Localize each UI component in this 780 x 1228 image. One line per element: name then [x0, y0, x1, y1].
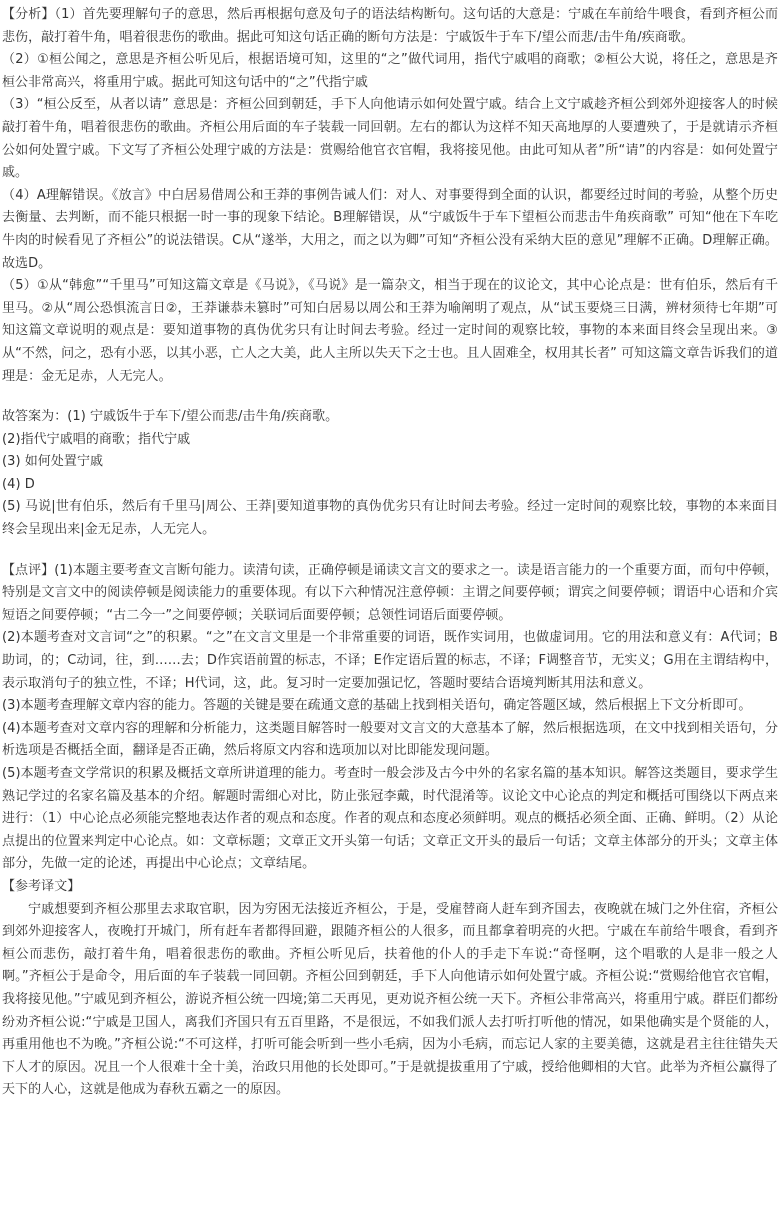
comment-paragraph-4: (4)本题考查对文章内容的理解和分析能力，这类题目解答时一般要对文言文的大意基本了解，然后根据选项，在文中找到相关语句，分析选项是否概括全面，翻译是否正确，然后将原文内容和选项加以对比即能发现问题。 [2, 720, 778, 759]
comment-paragraph-1: 【点评】(1)本题主要考查文言断句能力。读清句读，正确停顿是诵读文言文的要求之一。读是语言能力的一个重要方面，而句中停顿，特别是文言文中的阅读停顿是阅读能力的重要体现。有以下六种情况注意停顿：主谓之间要停顿；谓宾之间要停顿；谓语中心语和介宾短语之间要停顿；“古二今一”之间要停顿；关联词后面要停顿；总领性词语后面要停顿。 [2, 562, 779, 623]
translation-paragraph: 宁戚想要到齐桓公那里去求取官职，因为穷困无法接近齐桓公，于是，受雇替商人赶车到齐国去，夜晚就在城门之外住宿，齐桓公到郊外迎接客人，夜晚打开城门，所有赶车者都得回避，跟随齐桓公的人很多，而且都拿着明亮的火把。宁戚在车前给牛喂食，看到齐桓公而悲伤，敲打着牛角，唱着很悲伤的歌曲。齐桓公听见后，扶着他的仆人的手走下车说:“奇怪啊，这个唱歌的人是非一般之人啊。”齐桓公于是命令，用后面的车子装载一同回朝。齐桓公回到朝廷，手下人向他请示如何处置宁戚。齐桓公说:“赏赐给他官衣官帽，我将接见他。”宁戚见到齐桓公，游说齐桓公统一四境;第二天再见，更劝说齐桓公统一天下。齐桓公非常高兴，将重用宁戚。群臣们都纷纷劝齐桓公说:“宁戚是卫国人，离我们齐国只有五百里路，不是很远，不如我们派人去打听打听他的情况，如果他确实是个贤能的人，再重用他也不为晚。”齐桓公说:“不可这样，打听可能会听到一些小毛病，因为小毛病，而忘记人家的主要美德，这就是君主往往错失天下人才的原因。况且一个人很难十全十美，治政只用他的长处即可。”于是就提拔重用了宁戚，授给他卿相的大官。此举为齐桓公赢得了天下的人心，这就是他成为春秋五霸之一的原因。 [2, 901, 778, 1098]
analysis-section [2, 4, 778, 388]
spacer [2, 388, 778, 406]
analysis-heading: 【分析】 [2, 7, 55, 22]
translation-section [2, 876, 778, 1102]
answers-section [2, 406, 778, 542]
comment-section [2, 560, 778, 876]
analysis-paragraph-5: （5）①从“韩愈”“千里马”可知这篇文章是《马说》，《马说》是一篇杂文，相当于现在的议论文，其中心论点是：世有伯乐，然后有千里马。②从“周公恐惧流言日②，王莽谦恭未篡时”可知白居易以周公和王莽为喻阐明了观点，从“试玉要烧三日满，辨材须待七年期”可知这篇文章说明的观点是：要知道事物的真伪优劣只有让时间去考验。经过一定时间的观察比较，事物的本来面目终会呈现出来。③从“不然，问之，恐有小恶，以其小恶，亡人之大美，此人主所以失天下之士也。且人固难全，权用其长者” 可知这篇文章告诉我们的道理是：金无足赤，人无完人。 [2, 278, 778, 384]
comment-paragraph-2: (2)本题考查对文言词“之”的积累。“之”在文言文里是一个非常重要的词语，既作实词用，也做虚词用。它的用法和意义有：A代词；B助词，的；C动词，往，到……去；D作宾语前置的标志，不译；E作定语后置的标志，不译；F调整音节，无实义；G用在主谓结构中，表示取消句子的独立性，不译；H代词，这，此。复习时一定要加强记忆，答题时要结合语境判断其用法和意义。 [2, 630, 778, 691]
analysis-paragraph-1: 【分析】（1）首先要理解句子的意思，然后再根据句意及句子的语法结构断句。这句话的大意是：宁戚在车前给牛喂食，看到齐桓公而悲伤，敲打着牛角，唱着很悲伤的歌曲。据此可知这句话正确的断句方法是：宁戚饭牛于车下/望公而悲/击牛角/疾商歌。 [2, 7, 779, 45]
answer-intro: 故答案为：(1) 宁戚饭牛于车下/望公而悲/击牛角/疾商歌。 [2, 409, 339, 425]
analysis-paragraph-3: （3）“桓公反至，从者以请” 意思是：齐桓公回到朝廷，手下人向他请示如何处置宁戚。结合上文宁戚趁齐桓公到郊外迎接客人的时候敲打着牛角，唱着很悲伤的歌曲。齐桓公用后面的车子装载一同回朝。左右的都认为这样不知天高地厚的人要遭殃了，于是就请示齐桓公如何处置宁戚。下文写了齐桓公处理宁戚的方法是：赏赐给他官衣官帽，我将接见他。由此可知从者”所“请”的内容是：如何处置宁戚。 [2, 97, 778, 181]
comment-paragraph-3: (3)本题考查理解文章内容的能力。答题的关键是要在疏通文意的基础上找到相关语句，确定答题区域，然后根据上下文分析即可。 [2, 698, 752, 714]
translation-heading: 【参考译文】 [2, 878, 81, 894]
answer-3: (3) 如何处置宁戚 [2, 454, 104, 470]
answer-2: (2)指代宁戚唱的商歌；指代宁戚 [2, 431, 191, 447]
comment-heading: 【点评】 [2, 562, 55, 578]
spacer [2, 542, 778, 560]
answer-5: (5) 马说|世有伯乐，然后有千里马|周公、王莽|要知道事物的真伪优劣只有让时间去考验。经过一定时间的观察比较，事物的本来面目终会呈现出来|金无足赤，人无完人。 [2, 499, 778, 538]
comment-paragraph-5: (5)本题考查文学常识的积累及概括文章所讲道理的能力。考查时一般会涉及古今中外的名家名篇的基本知识。解答这类题目，要求学生熟记学过的名家名篇及基本的介绍。解题时需细心对比，防止张冠李戴，时代混淆等。议论文中心论点的判定和概括可围绕以下两点来进行：（1）中心论点必须能完整地表达作者的观点和态度。作者的观点和态度必须鲜明。观点的概括必须全面、正确、鲜明。（2）从论点提出的位置来判定中心论点。如：文章标题；文章正文开头第一句话；文章正文开头的最后一句话；文章主体部分的开头；文章主体部分，先做一定的论述，再提出中心论点；文章结尾。 [2, 766, 778, 872]
analysis-paragraph-4: （4）A理解错误。《放言》中白居易借周公和王莽的事例告诫人们：对人、对事要得到全面的认识，都要经过时间的考验，从整个历史去衡量、去判断，而不能只根据一时一事的现象下结论。B理解错误，从“宁戚饭牛于车下望桓公而悲击牛角疾商歌” 可知“他在下车吃牛肉的时候看见了齐桓公”的说法错误。C从“遂举，大用之，而之以为卿”可知“齐桓公没有采纳大臣的意见”理解不正确。D理解正确。故选D。 [2, 187, 778, 271]
answer-4: (4) D [2, 476, 35, 492]
analysis-paragraph-2: （2）①桓公闻之，意思是齐桓公听见后，根据语境可知，这里的“之”做代词用，指代宁戚唱的商歌；②桓公大说，将任之，意思是齐桓公非常高兴，将重用宁戚。据此可知这句话中的“之”代指宁戚 [2, 52, 778, 90]
